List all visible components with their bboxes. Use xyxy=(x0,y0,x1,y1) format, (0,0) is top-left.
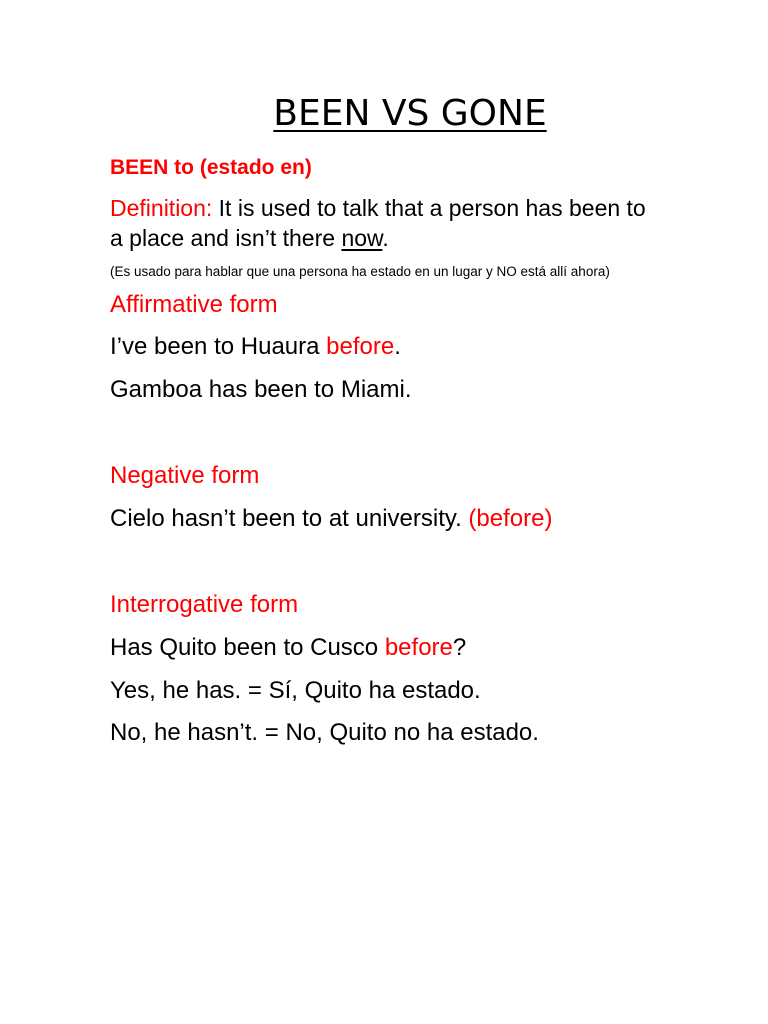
definition-text-1: It is used to talk that a person has been to xyxy=(212,195,646,221)
negative-example-1-highlight: (before) xyxy=(468,505,553,532)
interrogative-example-2: Yes, he has. = Sí, Quito ha estado. xyxy=(110,677,481,704)
negative-example-1-text: Cielo hasn’t been to at university. xyxy=(110,505,469,532)
section-heading: BEEN to (estado en) xyxy=(110,156,312,179)
definition-text-end: . xyxy=(382,225,389,251)
definition-label: Definition: xyxy=(110,195,213,221)
affirmative-label: Affirmative form xyxy=(110,291,278,318)
affirmative-example-1-end: . xyxy=(394,333,401,360)
page-title: BEEN VS GONE xyxy=(273,93,547,134)
interrogative-label: Interrogative form xyxy=(110,591,299,618)
definition-text-2: a place and isn’t there xyxy=(110,225,342,251)
definition-underlined-word: now xyxy=(341,225,383,251)
spanish-note: (Es usado para hablar que una persona ha estado en un lugar y NO está allí ahora) xyxy=(110,264,610,279)
negative-example-1 xyxy=(110,504,552,534)
affirmative-example-2: Gamboa has been to Miami. xyxy=(110,376,412,403)
interrogative-example-3: No, he hasn’t. = No, Quito no ha estado. xyxy=(110,719,539,746)
interrogative-example-1-end: ? xyxy=(452,634,467,661)
affirmative-example-1 xyxy=(110,332,401,362)
interrogative-example-1-highlight: before xyxy=(384,634,453,661)
interrogative-example-1 xyxy=(110,633,466,663)
negative-label: Negative form xyxy=(110,462,260,489)
affirmative-example-1-text: I’ve been to Huaura xyxy=(110,333,327,360)
definition-line-1 xyxy=(110,193,646,223)
interrogative-example-1-text: Has Quito been to Cusco xyxy=(110,634,385,661)
definition-line-2 xyxy=(110,223,389,253)
affirmative-example-1-highlight: before xyxy=(326,333,395,360)
